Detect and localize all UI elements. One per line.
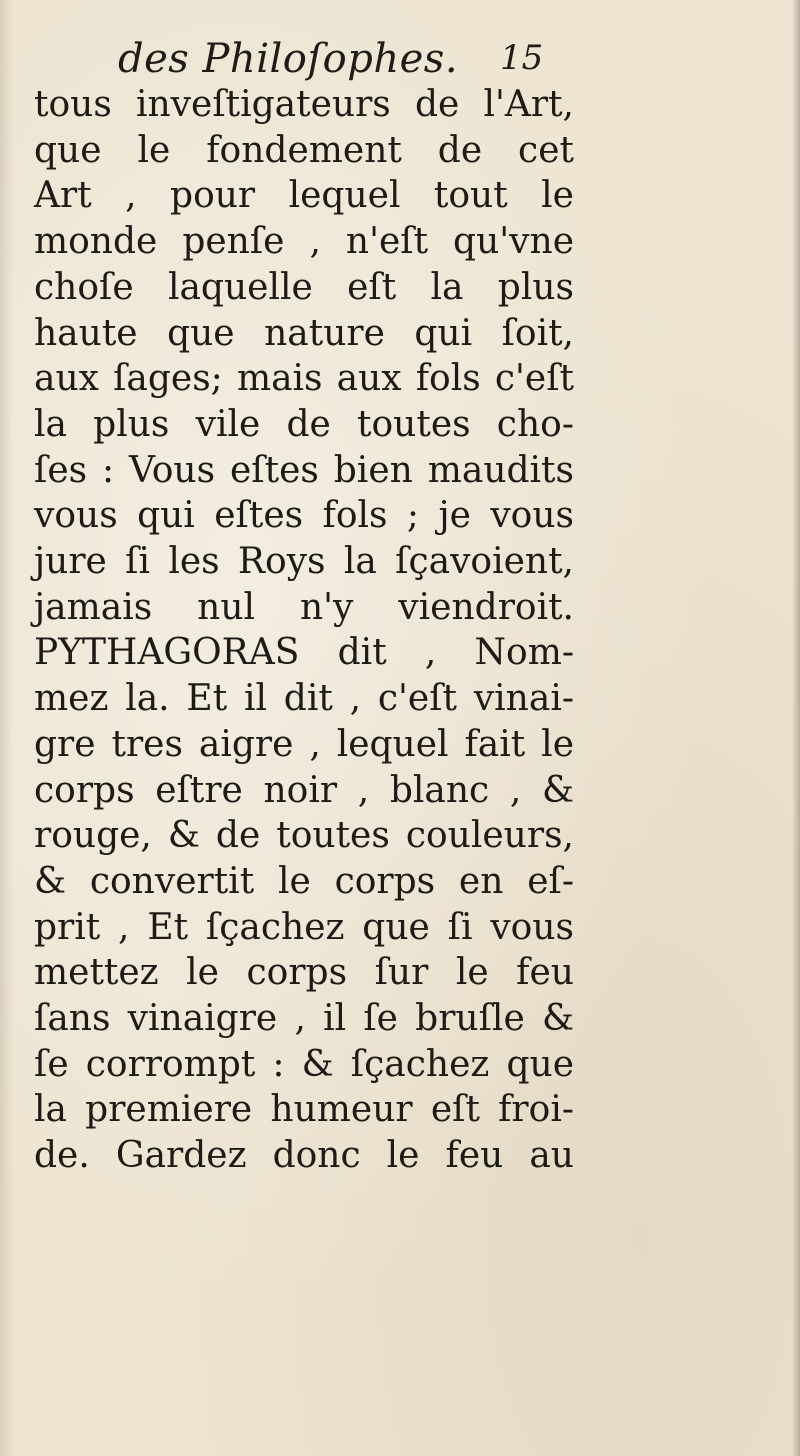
page-gutter-shadow bbox=[0, 0, 14, 1456]
text-line: jure ſi les Roys la ſçavoient, bbox=[34, 541, 574, 583]
text-line: mez la. Et il dit , c'eſt vinai- bbox=[34, 678, 574, 720]
text-line: ſes : Vous eſtes bien maudits bbox=[34, 449, 574, 491]
text-line: gre tres aigre , lequel fait le bbox=[34, 723, 574, 765]
text-line: prit , Et ſçachez que ſi vous bbox=[34, 906, 574, 948]
text-line: PYTHAGORAS dit , Nom- bbox=[34, 632, 574, 674]
text-line: choſe laquelle eſt la plus bbox=[34, 266, 574, 308]
text-line: & convertit le corps en eſ- bbox=[34, 860, 574, 902]
text-line: de. Gardez donc le feu au bbox=[34, 1135, 574, 1177]
text-line: ſe corrompt : & ſçachez que bbox=[34, 1043, 574, 1085]
text-line: mettez le corps ſur le feu bbox=[34, 952, 574, 994]
text-line: vous qui eſtes fols ; je vous bbox=[34, 495, 574, 537]
body-text bbox=[34, 82, 574, 1179]
text-line: corps eſtre noir , blanc , & bbox=[34, 769, 574, 811]
text-line: Art , pour lequel tout le bbox=[34, 175, 574, 217]
text-line: jamais nul n'y viendroit. bbox=[34, 586, 574, 628]
page-number: 15 bbox=[500, 38, 544, 78]
text-line: que le fondement de cet bbox=[34, 129, 574, 171]
text-line: haute que nature qui ſoit, bbox=[34, 312, 574, 354]
text-line: la plus vile de toutes cho- bbox=[34, 403, 574, 445]
text-line: aux ſages; mais aux fols c'eſt bbox=[34, 358, 574, 400]
page-edge-shadow bbox=[792, 0, 800, 1456]
text-line: rouge, & de toutes couleurs, bbox=[34, 815, 574, 857]
text-line: ſans vinaigre , il ſe bruſle & bbox=[34, 998, 574, 1040]
text-line: la premiere humeur eſt froi- bbox=[34, 1089, 574, 1131]
text-line: monde penſe , n'eſt qu'vne bbox=[34, 221, 574, 263]
text-line: tous inveſtigateurs de l'Art, bbox=[34, 84, 574, 125]
running-title: des Philoſophes. bbox=[118, 36, 459, 82]
